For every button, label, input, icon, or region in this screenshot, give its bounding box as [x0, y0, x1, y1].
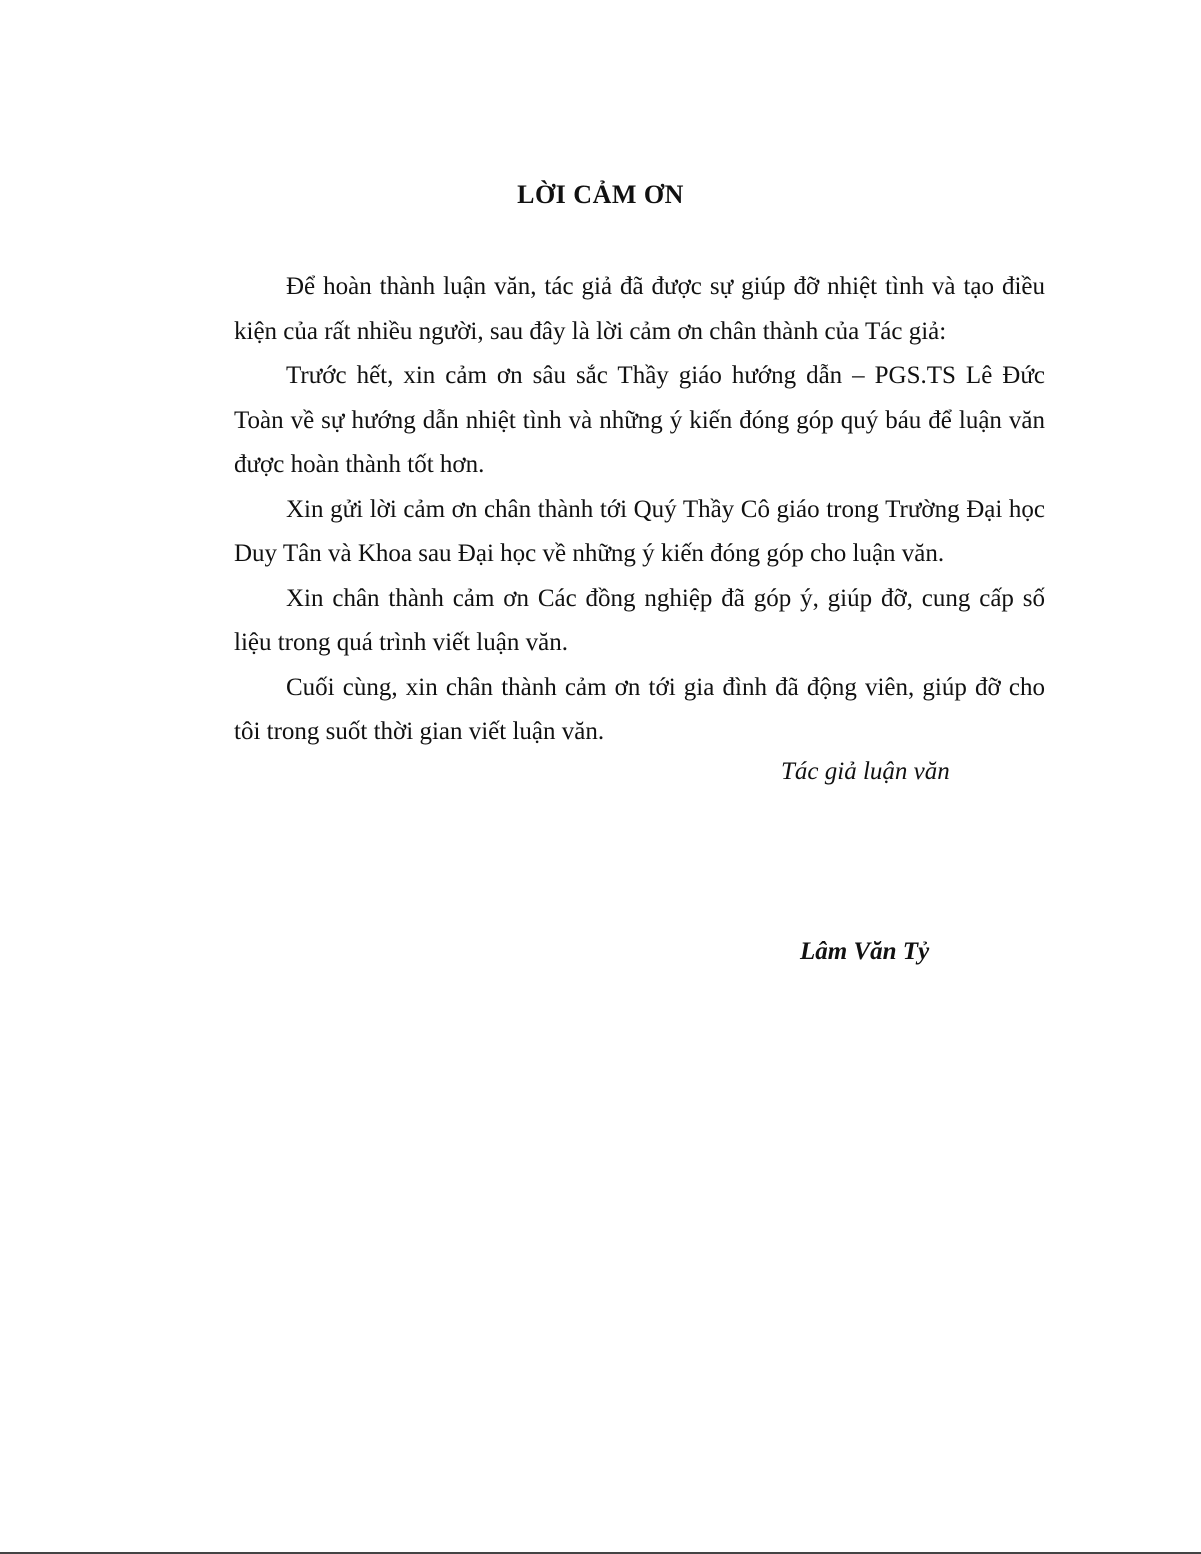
paragraph-4: Xin chân thành cảm ơn Các đồng nghiệp đã góp ý, giúp đỡ, cung cấp số liệu trong quá trình viết luận văn.: [234, 584, 1045, 656]
acknowledgement-body: [234, 265, 1045, 755]
paragraph-5: Cuối cùng, xin chân thành cảm ơn tới gia đình đã động viên, giúp đỡ cho tôi trong suốt thời gian viết luận văn.: [234, 673, 1045, 745]
signature-role: Tác giả luận văn: [781, 758, 950, 785]
paragraph-2: Trước hết, xin cảm ơn sâu sắc Thầy giáo hướng dẫn – PGS.TS Lê Đức Toàn về sự hướng dẫn nhiệt tình và những ý kiến đóng góp quý báu để luận văn được hoàn thành tốt hơn.: [234, 362, 1045, 478]
paragraph-1: Để hoàn thành luận văn, tác giả đã được sự giúp đỡ nhiệt tình và tạo điều kiện của rất nhiều người, sau đây là lời cảm ơn chân thành của Tác giả:: [234, 273, 1045, 345]
page-title: LỜI CẢM ƠN: [517, 180, 684, 209]
signature-name: Lâm Văn Tỷ: [800, 938, 930, 965]
paragraph-3: Xin gửi lời cảm ơn chân thành tới Quý Thầy Cô giáo trong Trường Đại học Duy Tân và Khoa sau Đại học về những ý kiến đóng góp cho luận văn.: [234, 495, 1045, 567]
